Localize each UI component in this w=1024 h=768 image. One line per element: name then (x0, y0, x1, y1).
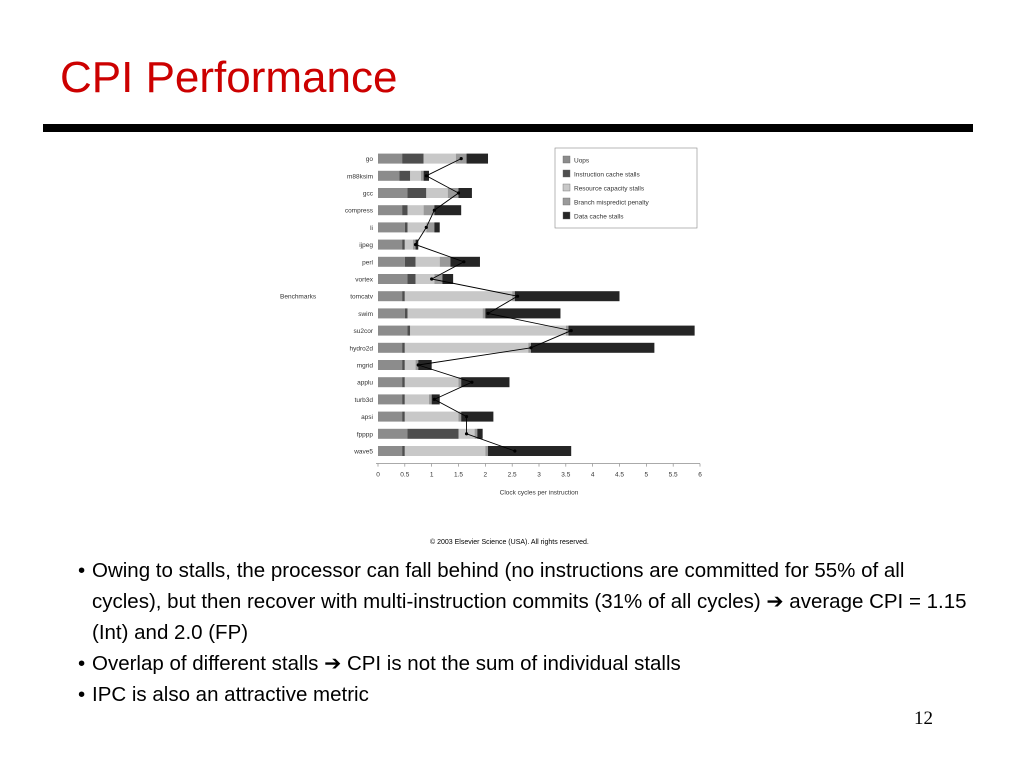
bar-swim-s0 (378, 308, 405, 318)
bar-go-s4 (467, 154, 488, 164)
cpi-line (416, 159, 572, 451)
bar-wave5-s4 (488, 446, 571, 456)
bar-go-s2 (424, 154, 456, 164)
cpi-point-turb3d (433, 398, 436, 401)
cpi-point-perl (462, 260, 465, 263)
bar-mgrid-s2 (405, 360, 416, 370)
category-label-mgrid: mgrid (356, 362, 373, 370)
legend-label-3: Branch mispredict penalty (574, 199, 649, 207)
bar-vortex-s1 (408, 274, 416, 284)
bar-li-s2 (408, 222, 427, 232)
category-label-applu: applu (357, 379, 373, 387)
x-tick-label-3: 3 (537, 471, 541, 479)
bar-tomcatv-s4 (515, 291, 620, 301)
bar-swim-s1 (405, 308, 408, 318)
x-tick-label-0: 0 (376, 471, 380, 479)
category-label-swim: swim (358, 310, 373, 318)
bar-go-s0 (378, 154, 402, 164)
bullet-item (78, 679, 978, 710)
bar-hydro2d-s1 (402, 343, 405, 353)
bar-compress-s2 (408, 205, 424, 215)
title-divider (43, 124, 973, 132)
legend-swatch-1 (563, 170, 570, 177)
legend-label-1: Instruction cache stalls (574, 171, 640, 179)
bar-perl-s0 (378, 257, 405, 267)
category-label-apsi: apsi (361, 414, 373, 422)
x-tick-label-6: 6 (698, 471, 702, 479)
bar-apsi-s0 (378, 412, 402, 422)
bar-applu-s4 (461, 377, 509, 387)
bar-tomcatv-s2 (405, 291, 512, 301)
bar-fpppp-s0 (378, 429, 408, 439)
category-label-su2cor: su2cor (353, 328, 373, 336)
bar-go-s1 (402, 154, 423, 164)
bar-apsi-s1 (402, 412, 405, 422)
bar-perl-s3 (440, 257, 451, 267)
cpi-point-li (425, 226, 428, 229)
category-label-gcc: gcc (362, 190, 373, 198)
legend-swatch-4 (563, 212, 570, 219)
bar-gcc-s0 (378, 188, 408, 198)
cpi-point-hydro2d (529, 346, 532, 349)
bullet-item (78, 648, 978, 679)
cpi-point-apsi (465, 415, 468, 418)
bar-hydro2d-s0 (378, 343, 402, 353)
y-axis-label: Benchmarks (280, 293, 317, 301)
bar-perl-s2 (416, 257, 440, 267)
bar-su2cor-s1 (408, 326, 411, 336)
cpi-point-fpppp (465, 432, 468, 435)
bullet-text: IPC is also an attractive metric (92, 683, 369, 706)
cpi-point-vortex (430, 277, 433, 280)
category-label-fpppp: fpppp (356, 431, 373, 439)
legend-swatch-3 (563, 198, 570, 205)
bullet-marker: • (78, 683, 86, 706)
bar-tomcatv-s0 (378, 291, 402, 301)
bar-perl-s1 (405, 257, 416, 267)
bar-su2cor-s0 (378, 326, 408, 336)
category-label-compress: compress (344, 207, 373, 215)
bar-ijpeg-s2 (405, 240, 413, 250)
bar-su2cor-s4 (569, 326, 695, 336)
x-tick-label-1.5: 1.5 (453, 471, 464, 479)
cpi-point-compress (433, 209, 436, 212)
category-label-wave5: wave5 (354, 448, 373, 456)
bar-su2cor-s3 (566, 326, 569, 336)
x-tick-label-4.5: 4.5 (614, 471, 625, 479)
bar-turb3d-s3 (429, 394, 432, 404)
bar-su2cor-s2 (410, 326, 566, 336)
legend-swatch-0 (563, 156, 570, 163)
category-label-tomcatv: tomcatv (350, 293, 373, 301)
bullet-text: Owing to stalls, the processor can fall behind (no instructions are committed for 55% of all cycles), but then recover with multi-instruction commits (31% of all cycles) ➔ average CPI = 1.15 (Int) and 2.0 (FP) (92, 559, 967, 644)
bullet-marker: • (78, 652, 86, 675)
category-label-turb3d: turb3d (354, 396, 373, 404)
legend-label-0: Uops (574, 157, 590, 165)
bar-wave5-s1 (402, 446, 405, 456)
bar-gcc-s2 (426, 188, 447, 198)
bar-wave5-s0 (378, 446, 402, 456)
bar-wave5-s3 (485, 446, 488, 456)
cpi-point-go (460, 157, 463, 160)
bar-mgrid-s1 (402, 360, 405, 370)
bar-compress-s4 (434, 205, 461, 215)
bar-wave5-s2 (405, 446, 486, 456)
bullet-text: Overlap of different stalls ➔ CPI is not the sum of individual stalls (92, 652, 681, 675)
category-label-go: go (365, 156, 373, 164)
cpi-stacked-bar-chart (270, 140, 720, 550)
bar-m88ksim-s1 (399, 171, 410, 181)
bar-vortex-s0 (378, 274, 408, 284)
bar-m88ksim-s3 (421, 171, 424, 181)
cpi-point-applu (470, 381, 473, 384)
bar-turb3d-s0 (378, 394, 402, 404)
cpi-point-m88ksim (425, 174, 428, 177)
category-label-hydro2d: hydro2d (349, 345, 373, 353)
bar-swim-s3 (483, 308, 486, 318)
category-label-perl: perl (362, 259, 373, 267)
legend-swatch-2 (563, 184, 570, 191)
copyright-notice: © 2003 Elsevier Science (USA). All rights reserved. (430, 539, 589, 546)
bar-apsi-s2 (405, 412, 459, 422)
bar-applu-s2 (405, 377, 459, 387)
x-tick-label-4: 4 (590, 471, 595, 479)
cpi-point-tomcatv (516, 295, 519, 298)
x-tick-label-5: 5 (644, 471, 649, 479)
category-label-ijpeg: ijpeg (359, 242, 373, 250)
bar-li-s0 (378, 222, 405, 232)
slide-title: CPI Performance (60, 53, 398, 102)
bullet-marker: • (78, 559, 86, 582)
bar-li-s4 (434, 222, 439, 232)
legend-label-4: Data cache stalls (574, 213, 624, 221)
legend-label-2: Resource capacity stalls (574, 185, 645, 193)
bar-hydro2d-s4 (531, 343, 654, 353)
bar-swim-s4 (485, 308, 560, 318)
bullet-item (78, 555, 978, 648)
category-label-li: li (370, 224, 373, 232)
bar-ijpeg-s1 (402, 240, 405, 250)
bar-swim-s2 (408, 308, 483, 318)
x-tick-label-3.5: 3.5 (561, 471, 571, 479)
bar-compress-s1 (402, 205, 407, 215)
x-tick-label-2: 2 (483, 471, 488, 479)
bar-gcc-s1 (408, 188, 427, 198)
bar-li-s1 (405, 222, 408, 232)
bullet-list (78, 555, 978, 710)
x-axis-label: Clock cycles per instruction (499, 489, 579, 497)
category-label-vortex: vortex (355, 276, 373, 284)
bar-tomcatv-s1 (402, 291, 405, 301)
x-tick-label-5.5: 5.5 (668, 471, 678, 479)
cpi-point-wave5 (513, 449, 516, 452)
bar-applu-s1 (402, 377, 405, 387)
cpi-point-ijpeg (414, 243, 417, 246)
bar-ijpeg-s0 (378, 240, 402, 250)
bar-fpppp-s1 (408, 429, 459, 439)
x-tick-label-1: 1 (429, 471, 434, 479)
bar-mgrid-s0 (378, 360, 402, 370)
x-tick-label-0.5: 0.5 (400, 471, 410, 479)
bar-fpppp-s4 (477, 429, 482, 439)
bar-applu-s0 (378, 377, 402, 387)
page-number: 12 (914, 708, 933, 729)
bar-turb3d-s1 (402, 394, 405, 404)
cpi-point-gcc (457, 191, 460, 194)
bar-compress-s0 (378, 205, 402, 215)
bar-gcc-s4 (459, 188, 472, 198)
cpi-point-swim (486, 312, 489, 315)
cpi-point-su2cor (570, 329, 573, 332)
bar-m88ksim-s0 (378, 171, 399, 181)
bar-m88ksim-s2 (410, 171, 421, 181)
cpi-point-mgrid (417, 363, 420, 366)
x-tick-label-2.5: 2.5 (507, 471, 517, 479)
bar-turb3d-s2 (405, 394, 429, 404)
category-label-m88ksim: m88ksim (346, 173, 373, 181)
bar-tomcatv-s3 (512, 291, 515, 301)
